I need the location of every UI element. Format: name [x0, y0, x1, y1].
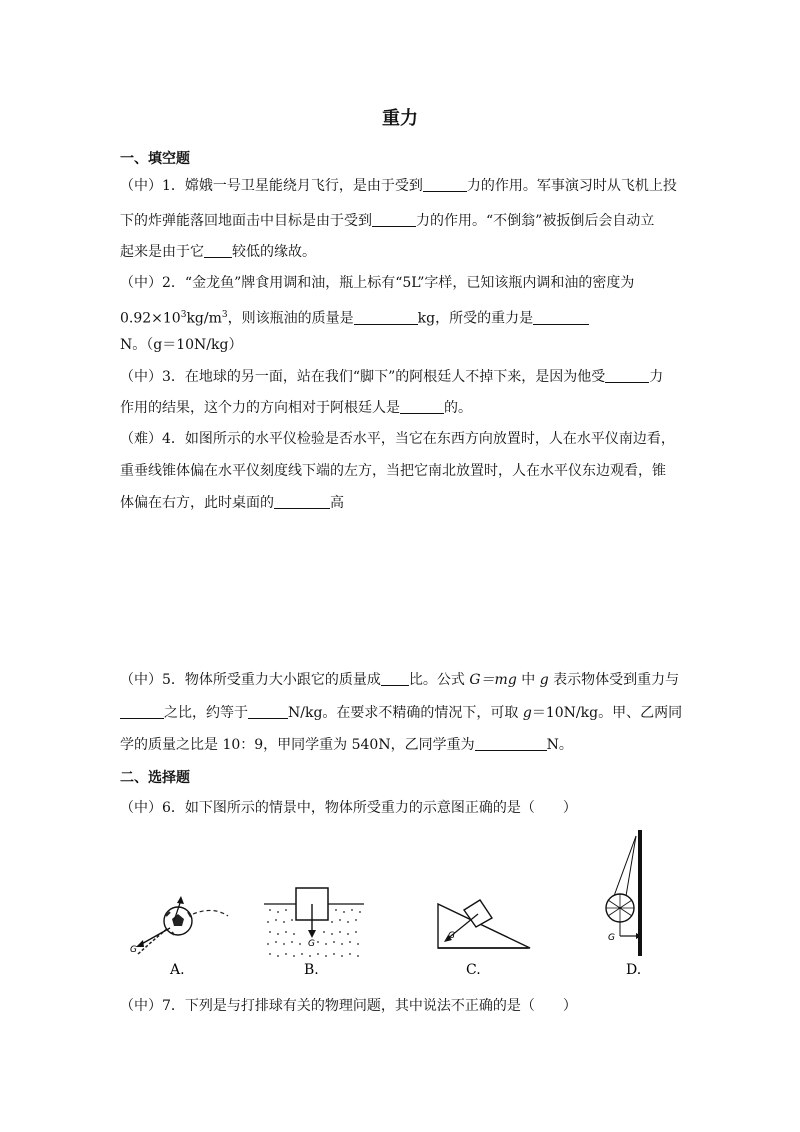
q3-line2: 作用的结果，这个力的方向相对于阿根廷人是 的。 — [120, 400, 472, 416]
figure-d-hanging-ball — [606, 830, 642, 956]
q4-line2: 重垂线锥体偏在水平仪刻度线下端的左方，当把它南北放置时，人在水平仪东边观看，锥 — [120, 463, 666, 479]
q5-line3: 学的质量之比是 10：9，甲同学重为 540N，乙同学重为 N。 — [120, 737, 573, 753]
q5-blank-1[interactable] — [381, 671, 409, 686]
q6-figure-svg — [118, 826, 678, 986]
q4-blank[interactable] — [274, 494, 330, 509]
q1-line2: 下的炸弹能落回地面击中目标是由于受到 力的作用。“不倒翁”被扳倒后会自动立 — [120, 213, 655, 229]
q4-line1: （难）4．如图所示的水平仪检验是否水平，当它在东西方向放置时，人在水平仪南边看， — [120, 431, 675, 447]
q2-line3: N。（g＝10N/kg） — [120, 337, 243, 353]
q1-line1: （中）1．嫦娥一号卫星能绕月飞行，是由于受到 力的作用。军事演习时从飞机上投 — [120, 178, 677, 194]
figure-c-incline-block — [438, 900, 530, 948]
q1-blank-1[interactable] — [423, 177, 467, 192]
figure-b-force-label: G — [308, 939, 315, 949]
page-title: 重力 — [382, 108, 418, 129]
figure-a-soccer-ball — [130, 896, 228, 955]
q2-blank-weight[interactable] — [533, 310, 589, 325]
q5-blank-2[interactable] — [120, 704, 164, 719]
q1-line3: 起来是由于它 较低的缘故。 — [120, 244, 316, 260]
q4-line3: 体偏在右方，此时桌面的 高 — [120, 495, 344, 511]
q5-blank-4[interactable] — [475, 736, 547, 751]
q7-question: （中）7．下列是与打排球有关的物理问题，其中说法不正确的是（ ） — [120, 998, 577, 1014]
option-c-label: C. — [466, 962, 481, 978]
option-a-label: A. — [170, 962, 185, 978]
q2-line1: （中）2．“金龙鱼”牌食用调和油，瓶上标有“5L”字样，已知该瓶内调和油的密度为 — [120, 275, 635, 291]
q5-line2: 之比，约等于 N/kg。在要求不精确的情况下，可取 g＝10N/kg。甲、乙两同 — [120, 703, 682, 723]
q5-line1: （中）5．物体所受重力大小跟它的质量成 比。公式 G＝mg 中 g 表示物体受到重力与 — [120, 672, 680, 688]
q6-figures — [118, 826, 678, 986]
section-choice-heading: 二、选择题 — [120, 770, 190, 786]
section-fill-heading: 一、填空题 — [120, 151, 190, 167]
q1-blank-3[interactable] — [204, 243, 232, 258]
q2-line2: $0.92\times 10^3kg/m^3$，则该瓶油的质量是 kg，所受的重力是 — [120, 305, 589, 329]
figure-c-force-label: G — [448, 931, 455, 941]
option-d-label: D. — [626, 962, 642, 978]
q3-blank-2[interactable] — [400, 399, 444, 414]
q5-blank-3[interactable] — [248, 704, 288, 719]
figure-a-force-label: G — [130, 945, 137, 955]
q1-blank-2[interactable] — [372, 212, 416, 227]
q2-blank-mass[interactable] — [354, 310, 418, 325]
figure-d-force-label: G — [608, 933, 615, 943]
q6-question: （中）6．如下图所示的情景中，物体所受重力的示意图正确的是（ ） — [120, 800, 577, 816]
option-b-label: B. — [304, 962, 319, 978]
q3-blank-1[interactable] — [605, 368, 649, 383]
q3-line1: （中）3．在地球的另一面，站在我们“脚下”的阿根廷人不掉下来，是因为他受 力 — [120, 369, 664, 385]
figure-b-floating-block — [264, 888, 364, 960]
